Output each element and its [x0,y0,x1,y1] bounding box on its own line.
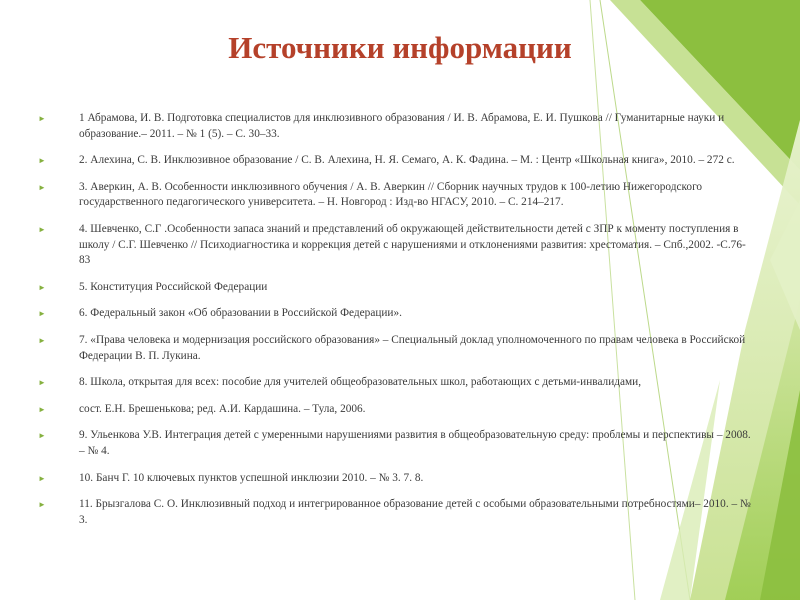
references-list [38,111,753,539]
bullet-arrow-icon: ► [38,182,46,192]
reference-text: 3. Аверкин, А. В. Особенности инклюзивного обучения / А. В. Аверкин // Сборник научных трудов к 100-летию Нижегородского государственного педагогического университета. – Н. Новгород : Изд-во НГАСУ, 2010. – С. 214–217. [79,180,703,209]
reference-item [38,333,753,364]
reference-text: 11. Брызгалова С. О. Инклюзивный подход и интегрированное образование детей с особыми образовательными потребностями– 2010. – № 3. [79,498,751,526]
reference-text: сост. Е.Н. Брешенькова; ред. А.И. Кардашина. – Тула, 2006. [79,402,366,415]
reference-text: 5. Конституция Российской Федерации [79,280,268,293]
slide-title: Источники информации [228,30,572,65]
reference-text: 8. Школа, открытая для всех: пособие для учителей общеобразовательных школ, работающих с детьми-инвалидами, [79,376,642,389]
reference-item [38,222,753,269]
reference-item [38,428,753,459]
reference-text: 9. Ульенкова У.В. Интеграция детей с умеренными нарушениями развития в общеобразовательную среду: проблемы и перспективы – 2008. – № 4. [79,429,751,457]
bullet-arrow-icon: ► [38,282,46,292]
reference-text: 4. Шевченко, С.Г .Особенности запаса знаний и представлений об окружающей действительности детей с ЗПР к моменту поступления в школу / С.Г. Шевченко // Психодиагностика и коррекция детей с нарушениями и отклонениями развития: хрестоматия. – Спб.,2002. -С.76-83 [79,222,746,267]
reference-text: 10. Банч Г. 10 ключевых пунктов успешной инклюзии 2010. – № 3. 7. 8. [79,471,424,484]
bullet-arrow-icon: ► [38,224,46,234]
reference-item [38,402,753,418]
reference-item [38,497,753,528]
reference-text: 2. Алехина, С. В. Инклюзивное образование / С. В. Алехина, Н. Я. Семаго, А. К. Фадина. – М. : Центр «Школьная книга», 2010. – 272 с. [79,154,735,167]
bullet-arrow-icon: ► [38,114,46,123]
reference-item [38,180,753,211]
reference-text: 6. Федеральный закон «Об образовании в Российской Федерации». [79,307,402,320]
bullet-arrow-icon: ► [38,378,46,388]
bullet-arrow-icon: ► [38,431,46,441]
bullet-arrow-icon: ► [38,156,46,166]
bullet-arrow-icon: ► [38,404,46,414]
reference-text: 7. «Права человека и модернизация российского образования» – Специальный доклад уполномоченного по правам человека в Российской Федерации В. П. Лукина. [79,333,746,362]
reference-item [38,375,753,391]
reference-item [38,471,753,487]
reference-item [38,280,753,296]
reference-text: 1 Абрамова, И. В. Подготовка специалистов для инклюзивного образования / И. В. Абрамова, Е. И. Пушкова // Гуманитарные науки и образование.– 2011. – № 1 (5). – С. 30–33. [79,112,725,140]
reference-item [38,306,753,322]
reference-item [38,153,753,169]
bullet-arrow-icon: ► [38,335,46,345]
bullet-arrow-icon: ► [38,473,46,483]
reference-item [38,111,753,142]
bullet-arrow-icon: ► [38,500,46,510]
bullet-arrow-icon: ► [38,309,46,319]
